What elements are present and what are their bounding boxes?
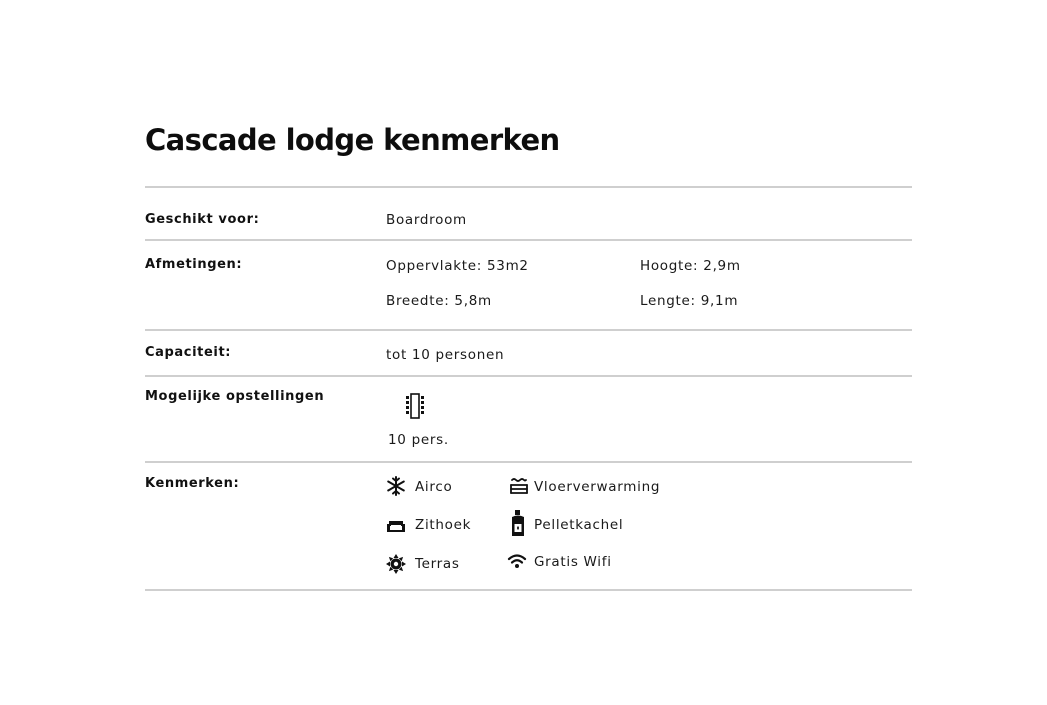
feature-label: Terras xyxy=(415,556,460,572)
surface-value: Oppervlakte: 53m2 xyxy=(386,258,529,274)
row-afmetingen xyxy=(145,241,912,331)
boardroom-table-icon xyxy=(404,392,426,420)
row-opstellingen xyxy=(145,377,912,463)
suitable-for-value: Boardroom xyxy=(386,212,467,228)
length-value: Lengte: 9,1m xyxy=(640,293,739,309)
row-capaciteit xyxy=(145,331,912,377)
feature-label: Vloerverwarming xyxy=(534,479,661,495)
row-label: Mogelijke opstellingen xyxy=(145,389,325,404)
width-value: Breedte: 5,8m xyxy=(386,293,492,309)
capacity-value: tot 10 personen xyxy=(386,347,505,363)
feature-label: Zithoek xyxy=(415,517,472,533)
sun-icon xyxy=(386,554,406,574)
features-section xyxy=(145,120,912,572)
row-kenmerken xyxy=(145,463,912,591)
features-table xyxy=(145,186,912,591)
sofa-icon xyxy=(386,515,406,535)
setup-caption: 10 pers. xyxy=(388,432,449,448)
row-label: Geschikt voor: xyxy=(145,212,260,227)
feature-label: Gratis Wifi xyxy=(534,554,612,570)
height-value: Hoogte: 2,9m xyxy=(640,258,741,274)
feature-label: Pelletkachel xyxy=(534,517,624,533)
page-title: Cascade lodge kenmerken xyxy=(145,123,560,157)
row-label: Kenmerken: xyxy=(145,476,240,491)
snowflake-icon xyxy=(386,476,406,496)
pellet-stove-icon xyxy=(510,509,526,537)
row-label: Capaciteit: xyxy=(145,345,232,360)
wifi-icon xyxy=(507,551,527,571)
feature-label: Airco xyxy=(415,479,453,495)
row-label: Afmetingen: xyxy=(145,257,243,272)
row-geschikt-voor xyxy=(145,188,912,241)
floor-heating-icon xyxy=(509,477,529,497)
